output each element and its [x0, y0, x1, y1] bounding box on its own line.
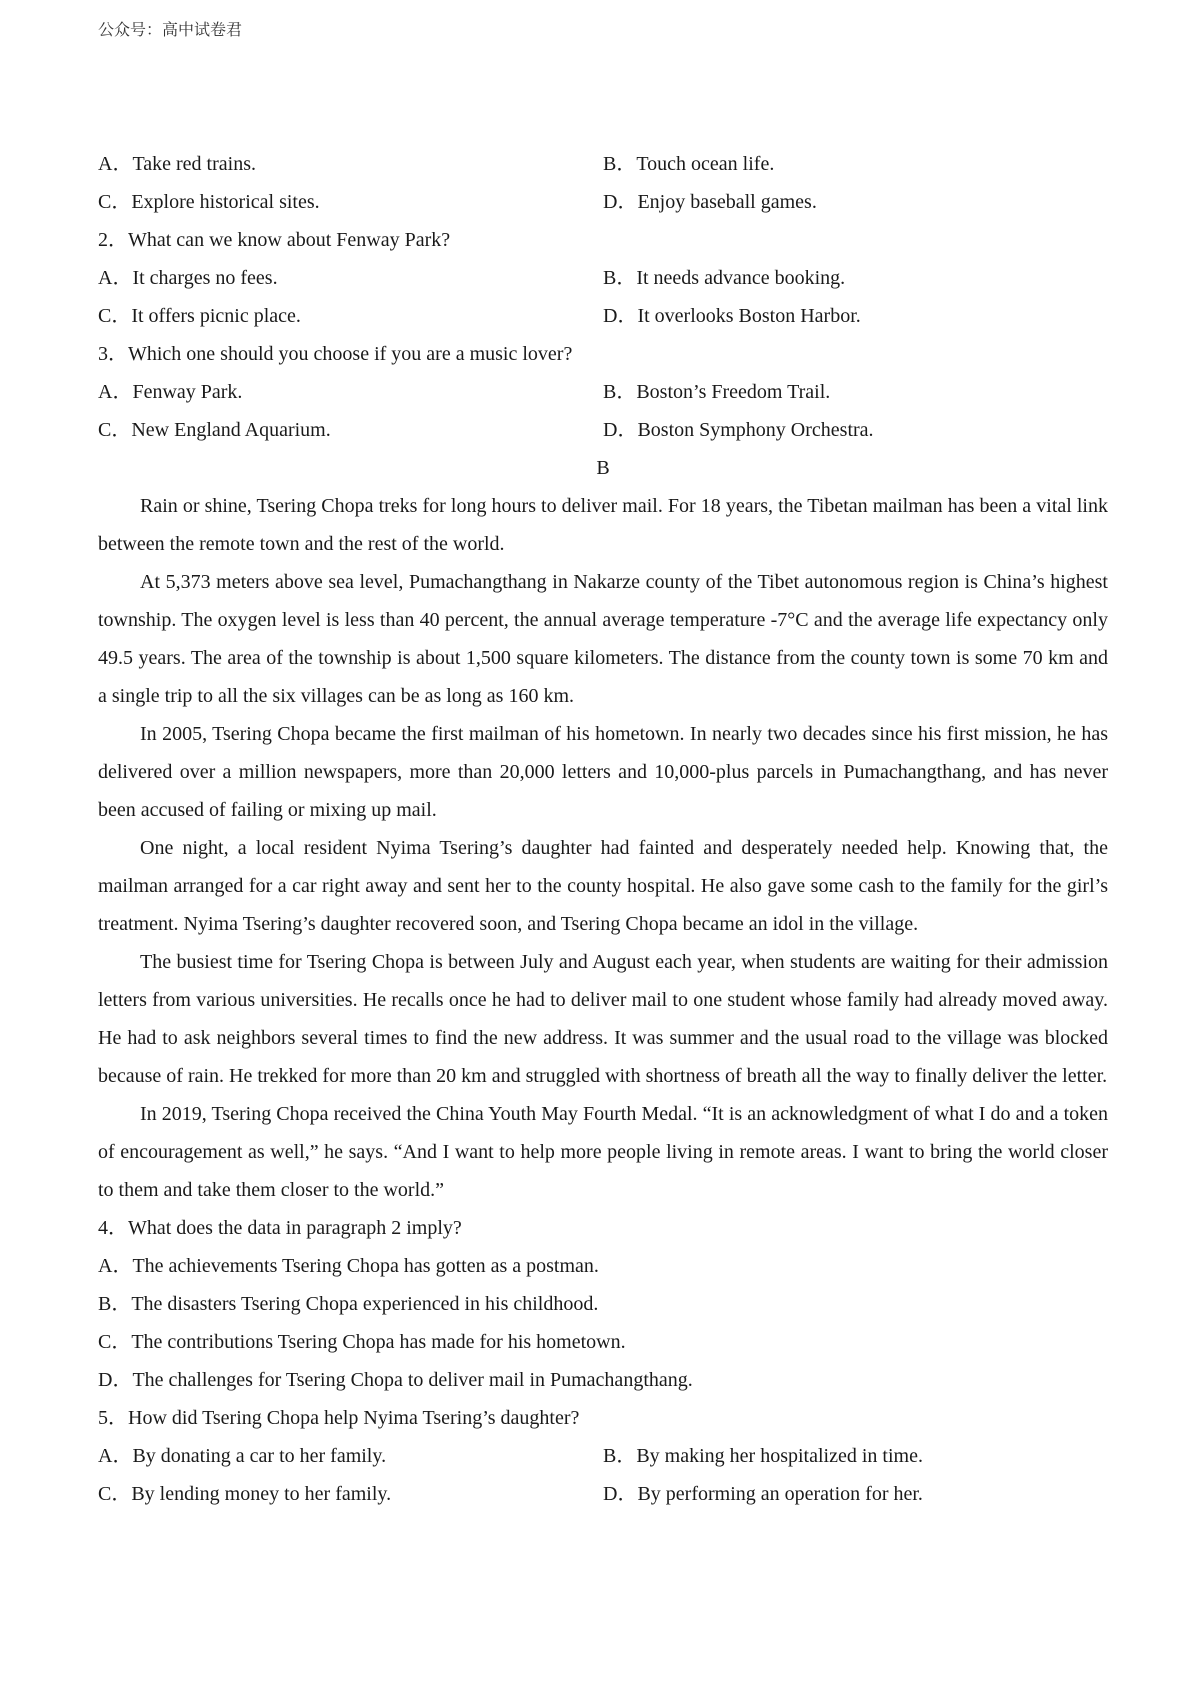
- passage-paragraph: In 2005, Tsering Chopa became the first mailman of his hometown. In nearly two decades since his first mission, he has delivered over a million newspapers, more than 20,000 letters and 10,000-plus parcels in Pumachangthang, and has never been accused of failing or mixing up mail.: [98, 723, 1108, 821]
- q2-option-a: A．It charges no fees.: [98, 267, 278, 289]
- q2-option-c: C．It offers picnic place.: [98, 305, 301, 327]
- q3-option-a: A．Fenway Park.: [98, 381, 243, 403]
- q2-options-row: [98, 259, 1108, 297]
- q5-option-a: A．By donating a car to her family.: [98, 1445, 387, 1467]
- q3-option-d: D．Boston Symphony Orchestra.: [603, 419, 874, 441]
- q5-options-row: [98, 1475, 1108, 1513]
- header-source-label: 公众号：高中试卷君: [98, 20, 243, 39]
- q3-option-b: B．Boston’s Freedom Trail.: [603, 381, 831, 403]
- q1-options-row: [98, 183, 1108, 221]
- section-label: B: [596, 457, 610, 479]
- passage-paragraph: In 2019, Tsering Chopa received the China Youth May Fourth Medal. “It is an acknowledgment of what I do and a token of encouragement as well,” he says. “And I want to help more people living in remote areas. I want to bring the world closer to them and take them closer to the world.”: [98, 1103, 1108, 1201]
- q3-stem: 3．Which one should you choose if you are a music lover?: [98, 343, 573, 365]
- q4-option-a: A．The achievements Tsering Chopa has gotten as a postman.: [98, 1255, 599, 1277]
- q1-option-b: B．Touch ocean life.: [603, 153, 775, 175]
- q2-option-b: B．It needs advance booking.: [603, 267, 846, 289]
- q1-options-row: [98, 145, 1108, 183]
- q1-option-a: A．Take red trains.: [98, 153, 256, 175]
- passage-paragraph: The busiest time for Tsering Chopa is between July and August each year, when students are waiting for their admission letters from various universities. He recalls once he had to deliver mail to one student whose family had already moved away. He had to ask neighbors several times to find the new address. It was summer and the usual road to the village was blocked because of rain. He trekked for more than 20 km and struggled with shortness of breath all the way to finally deliver the letter.: [98, 951, 1108, 1087]
- q4-option-b: B．The disasters Tsering Chopa experienced in his childhood.: [98, 1293, 599, 1315]
- q3-options-row: [98, 411, 1108, 449]
- q2-options-row: [98, 297, 1108, 335]
- page-content: [98, 145, 1108, 1513]
- q5-options-row: [98, 1437, 1108, 1475]
- passage-paragraph: At 5,373 meters above sea level, Pumachangthang in Nakarze county of the Tibet autonomous region is China’s highest township. The oxygen level is less than 40 percent, the annual average temperature -7°C and the average life expectancy only 49.5 years. The area of the township is about 1,500 square kilometers. The distance from the county town is some 70 km and a single trip to all the six villages can be as long as 160 km.: [98, 571, 1108, 707]
- q5-stem: 5．How did Tsering Chopa help Nyima Tsering’s daughter?: [98, 1407, 580, 1429]
- q4-option-d: D．The challenges for Tsering Chopa to deliver mail in Pumachangthang.: [98, 1369, 693, 1391]
- q2-option-d: D．It overlooks Boston Harbor.: [603, 305, 861, 327]
- q1-option-d: D．Enjoy baseball games.: [603, 191, 817, 213]
- q4-stem: 4．What does the data in paragraph 2 imply?: [98, 1217, 462, 1239]
- q5-option-d: D．By performing an operation for her.: [603, 1483, 923, 1505]
- q5-option-c: C．By lending money to her family.: [98, 1483, 392, 1505]
- passage-paragraph: One night, a local resident Nyima Tsering’s daughter had fainted and desperately needed help. Knowing that, the mailman arranged for a car right away and sent her to the county hospital. He also gave some cash to the family for the girl’s treatment. Nyima Tsering’s daughter recovered soon, and Tsering Chopa became an idol in the village.: [98, 837, 1108, 935]
- passage-paragraph: Rain or shine, Tsering Chopa treks for long hours to deliver mail. For 18 years, the Tibetan mailman has been a vital link between the remote town and the rest of the world.: [98, 495, 1108, 555]
- q3-option-c: C．New England Aquarium.: [98, 419, 331, 441]
- q1-option-c: C．Explore historical sites.: [98, 191, 320, 213]
- q3-options-row: [98, 373, 1108, 411]
- q5-option-b: B．By making her hospitalized in time.: [603, 1445, 923, 1467]
- q2-stem: 2．What can we know about Fenway Park?: [98, 229, 451, 251]
- q4-option-c: C．The contributions Tsering Chopa has made for his hometown.: [98, 1331, 626, 1353]
